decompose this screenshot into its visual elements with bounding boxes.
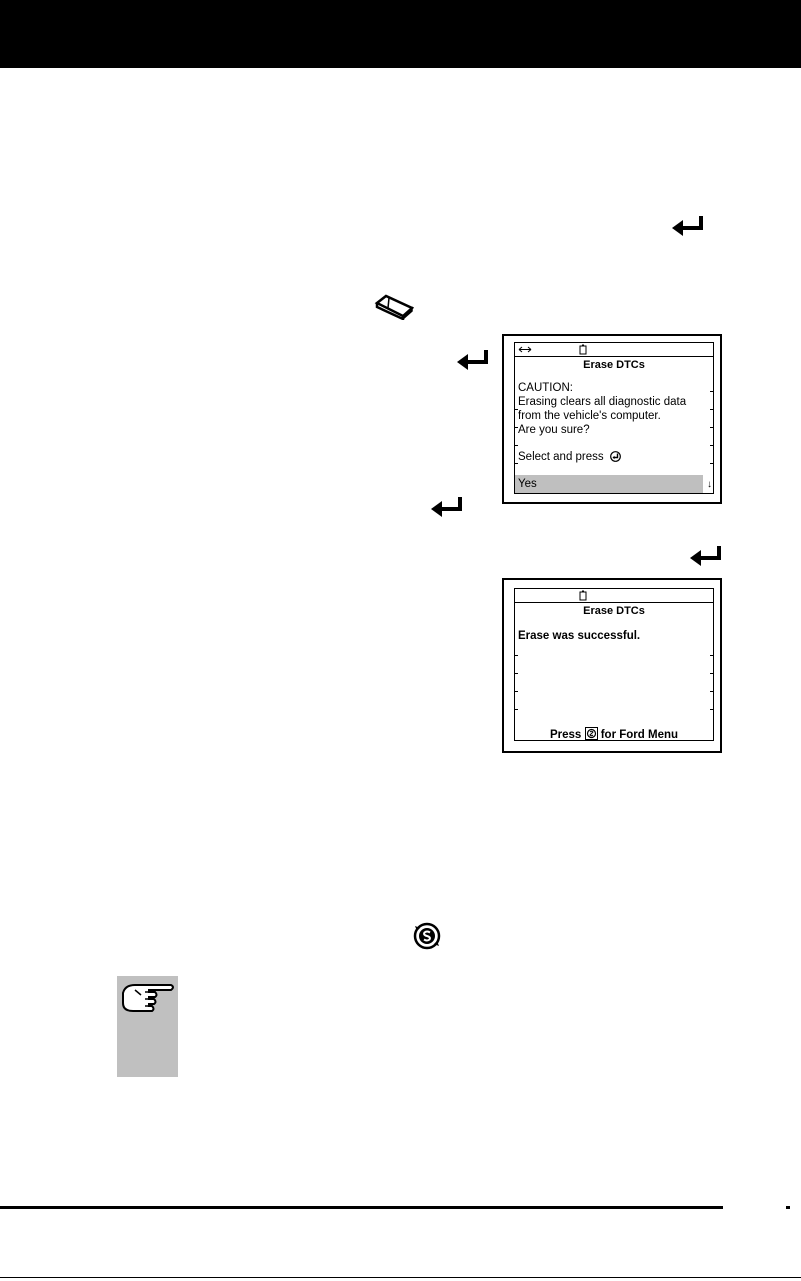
battery-status-icon — [579, 590, 587, 601]
footer-mark — [786, 1206, 790, 1209]
lcd-status-bar — [515, 343, 713, 357]
system-menu-icon — [413, 922, 441, 950]
enter-arrow-icon — [671, 215, 705, 237]
system-menu-small-icon — [585, 727, 598, 741]
select-instruction — [518, 451, 621, 465]
caution-label: CAUTION: — [518, 382, 573, 394]
select-instruction-text: Select and press — [518, 451, 604, 463]
option-yes[interactable] — [515, 475, 703, 493]
note-box — [117, 976, 178, 1077]
screen-title: Erase DTCs — [583, 605, 645, 617]
footer-prefix: Press — [549, 729, 582, 741]
enter-round-icon — [610, 451, 621, 465]
enter-arrow-icon — [430, 496, 464, 518]
caution-text-line: Erasing clears all diagnostic data — [518, 396, 687, 408]
eraser-icon — [374, 294, 414, 320]
erase-success-display — [502, 578, 722, 753]
bottom-rule — [0, 1277, 801, 1278]
link-status-icon — [518, 345, 532, 354]
screen-footer — [515, 727, 713, 741]
confirm-question: Are you sure? — [518, 424, 590, 436]
caution-text-line: from the vehicle's computer. — [518, 410, 661, 422]
lcd-screen — [514, 588, 714, 741]
lcd-status-bar — [515, 589, 713, 603]
footer-rule — [0, 1206, 723, 1209]
header-bar — [0, 0, 801, 68]
enter-arrow-icon — [456, 349, 490, 371]
lcd-screen — [514, 342, 714, 494]
option-yes-label: Yes — [518, 478, 537, 490]
footer-suffix: for Ford Menu — [600, 729, 679, 741]
success-message: Erase was successful. — [518, 630, 641, 642]
screen-title: Erase DTCs — [583, 359, 645, 371]
enter-arrow-icon — [689, 545, 723, 567]
scroll-down-indicator: ↓ — [707, 479, 712, 490]
battery-status-icon — [579, 344, 587, 355]
erase-confirm-display — [502, 334, 722, 504]
header-tick — [795, 54, 801, 57]
pointing-hand-icon — [119, 979, 177, 1017]
